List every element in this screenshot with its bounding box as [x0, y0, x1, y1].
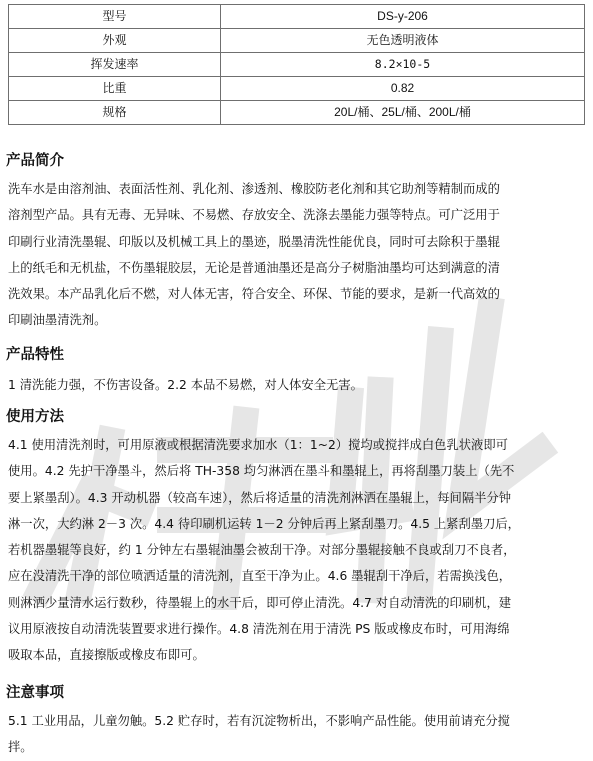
spec-value: 8.2×10-5 — [221, 53, 585, 77]
text-line: 5.1 工业用品，儿童勿触。5.2 贮存时，若有沉淀物析出，不影响产品性能。使用前请充分搅 — [8, 714, 510, 728]
spec-label: 规格 — [9, 101, 221, 125]
text-line: 使用。4.2 先护干净墨斗，然后将 TH-358 均匀淋洒在墨斗和墨辊上，再将刮墨刀装上（先不 — [8, 464, 515, 479]
spec-label: 外观 — [9, 29, 221, 53]
section-heading-intro: 产品简介 — [6, 153, 64, 169]
text-line: 拌。 — [8, 740, 33, 755]
section-heading-features: 产品特性 — [6, 347, 64, 363]
section-body-notes — [8, 708, 583, 761]
spec-value: 无色透明液体 — [221, 29, 585, 53]
section-body-intro — [8, 176, 583, 334]
text-line: 洗车水是由溶剂油、表面活性剂、乳化剂、渗透剂、橡胶防老化剂和其它助剂等精制而成的 — [8, 182, 500, 196]
text-line: 印刷行业清洗墨辊、印版以及机械工具上的墨迹，脱墨清洗性能优良，同时可去除积于墨辊 — [8, 234, 500, 249]
spec-value: DS-y-206 — [221, 5, 585, 29]
spec-row-specific-gravity — [9, 77, 585, 101]
text-line: 若机器墨辊等良好，约 1 分钟左右墨辊油墨会被刮干净。对部分墨辊接触不良或刮刀不良者， — [8, 543, 516, 558]
spec-label: 挥发速率 — [9, 53, 221, 77]
spec-value: 0.82 — [221, 77, 585, 101]
text-line: 应在没清洗干净的部位喷洒适量的清洗剂，直至干净为止。4.6 墨辊刮干净后，若需换浅色， — [8, 569, 512, 584]
spec-value: 20L/桶、25L/桶、200L/桶 — [221, 101, 585, 125]
text-line: 印刷油墨清洗剂。 — [8, 313, 107, 328]
text-line: 淋一次，大约淋 2－3 次。4.4 待印刷机运转 1－2 分钟后再上紧刮墨刀。4.5 上紧刮墨刀后， — [8, 516, 520, 531]
text-line: 要上紧墨刮）。4.3 开动机器（较高车速），然后将适量的清洗剂淋洒在墨辊上，每间隔半分钟 — [8, 490, 512, 505]
spec-row-model — [9, 5, 585, 29]
spec-label: 型号 — [9, 5, 221, 29]
text-line: 议用原液按自动清洗装置要求进行操作。4.8 清洗剂在用于清洗 PS 版或橡皮布时，可用海绵 — [8, 622, 510, 637]
section-body-features — [8, 372, 583, 398]
text-line: 1 清洗能力强，不伤害设备。2.2 本品不易燃，对人体安全无害。 — [8, 378, 363, 392]
spec-row-packaging — [9, 101, 585, 125]
text-line: 洗效果。本产品乳化后不燃，对人体无害，符合安全、环保、节能的要求，是新一代高效的 — [8, 287, 500, 302]
section-heading-usage: 使用方法 — [6, 409, 64, 425]
spec-label: 比重 — [9, 77, 221, 101]
section-heading-notes: 注意事项 — [6, 685, 64, 701]
spec-row-evaporation-rate — [9, 53, 585, 77]
text-line: 溶剂型产品。具有无毒、无异味、不易燃、存放安全、洗涤去墨能力强等特点。可广泛用于 — [8, 208, 500, 223]
text-line: 吸取本品，直接擦版或橡皮布即可。 — [8, 648, 205, 663]
text-line: 4.1 使用清洗剂时，可用原液或根据清洗要求加水（1：1~2）搅均或搅拌成白色乳状液即可 — [8, 438, 508, 452]
spec-table — [8, 4, 585, 125]
section-body-usage — [8, 432, 583, 669]
text-line: 上的纸毛和无机盐，不伤墨辊胶层，无论是普通油墨还是高分子树脂油墨均可达到满意的清 — [8, 260, 500, 275]
text-line: 则淋洒少量清水运行数秒，待墨辊上的水干后，即可停止清洗。4.7 对自动清洗的印刷机，建 — [8, 595, 512, 610]
spec-row-appearance — [9, 29, 585, 53]
